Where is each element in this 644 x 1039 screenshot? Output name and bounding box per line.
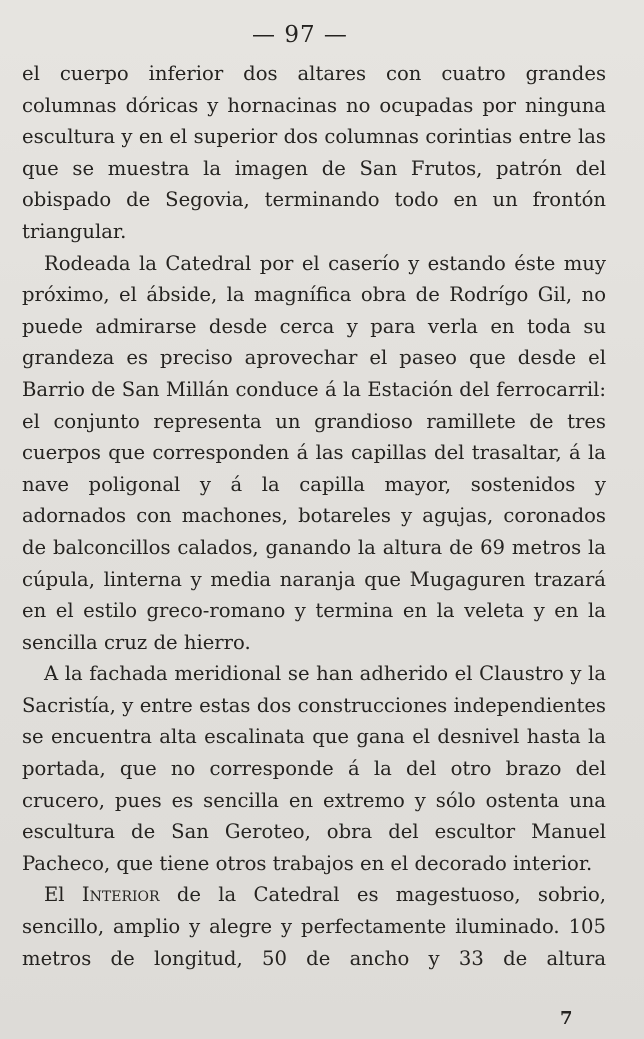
paragraph-apse: Rodeada la Catedral por el caserío y estando éste muy próximo, el ábside, la magnífica obra de Rodrígo Gil, no puede admirarse desde cerca y para verla en toda su grandeza es preciso aprovechar el paseo que desde el Barrio de San Millán conduce á la Estación del ferrocarril: el conjunto representa un grandioso ramillete de tres cuerpos que corresponden á las capillas del trasaltar, á la nave poligonal y á la capilla mayor, sostenidos y adornados con machones, botareles y agujas, coronados de balconcillos calados, ganando la altura de 69 metros la cúpula, linterna y media naranja que Mugaguren trazará en el estilo greco-romano y termina en la veleta y en la sencilla cruz de hierro.: [22, 251, 606, 654]
page-number: — 97 —: [252, 22, 348, 48]
paragraph-interior: [22, 879, 606, 974]
paragraph-interior-smallcaps: Interior: [81, 883, 160, 907]
body-text: [22, 58, 606, 974]
signature-mark: 7: [560, 1008, 573, 1029]
paragraph-south-facade: A la fachada meridional se han adherido el Claustro y la Sacristía, y entre estas dos construcciones independientes se encuentra alta escalinata que gana el desnivel hasta la portada, que no corresponde á la del otro brazo del crucero, pues es sencilla en extremo y sólo ostenta una escultura de San Geroteo, obra del escultor Manuel Pacheco, que tiene otros trabajos en el decorado interior.: [22, 662, 606, 875]
paragraph-interior-lead: El: [44, 883, 65, 907]
paragraph-interior-text: de la Catedral es magestuoso, sobrio, sencillo, amplio y alegre y perfectamente iluminado. 105 metros de longitud, 50 de ancho y 33 de altura: [22, 883, 606, 970]
paragraph-continuation: el cuerpo inferior dos altares con cuatro grandes columnas dóricas y hornacinas no ocupadas por ninguna escultura y en el superior dos columnas corintias entre las que se muestra la imagen de San Frutos, patrón del obispado de Segovia, terminando todo en un frontón triangular.: [22, 62, 606, 243]
